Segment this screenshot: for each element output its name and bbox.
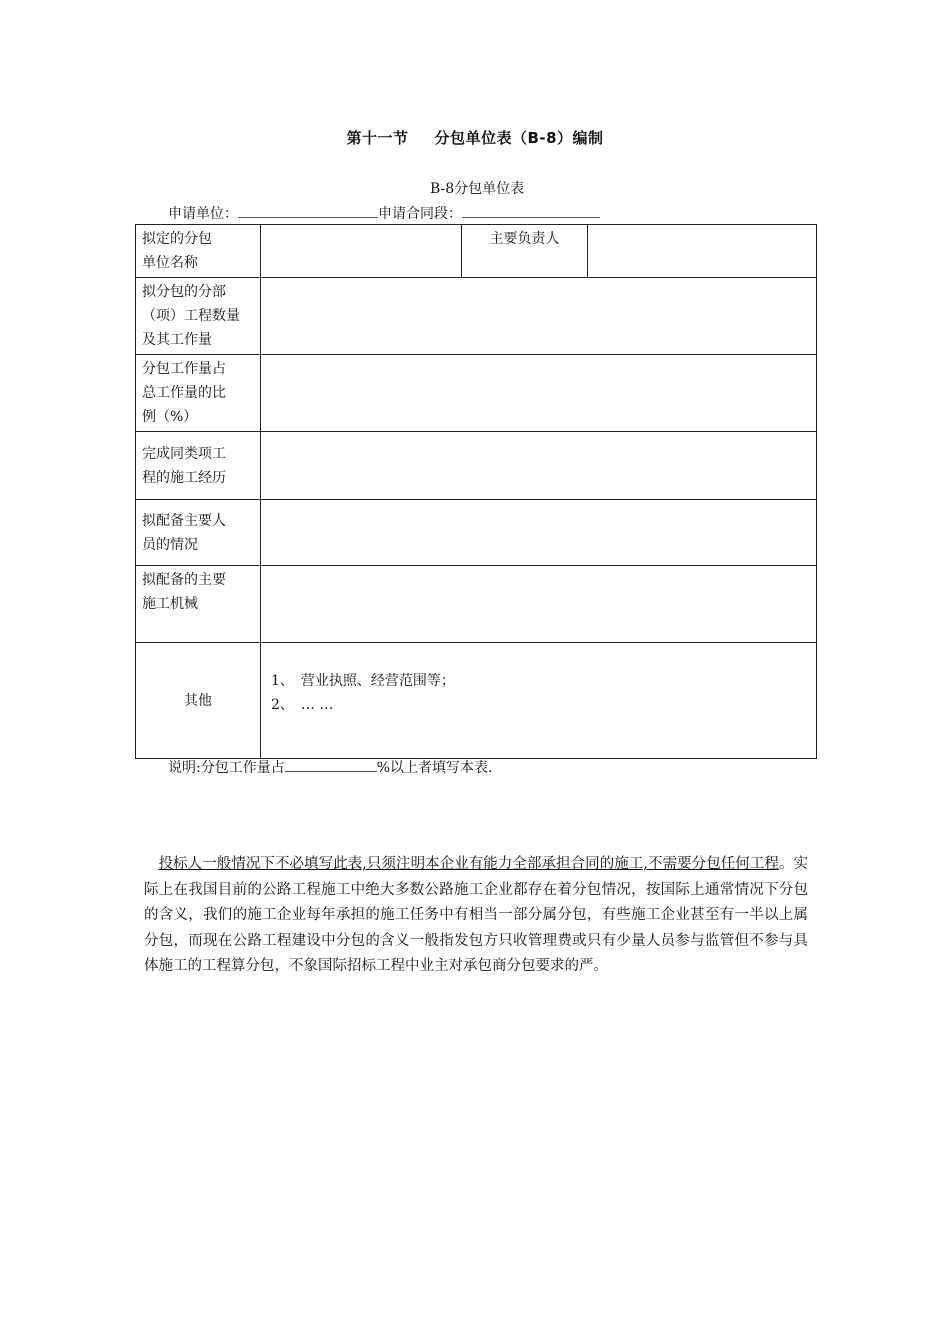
table-row	[136, 432, 817, 500]
label-line: 程的施工经历	[142, 469, 226, 486]
value-similar-experience[interactable]	[261, 432, 817, 500]
label-key-personnel	[136, 500, 261, 566]
value-construction-machinery[interactable]	[261, 566, 817, 643]
label-subcontract-works	[136, 278, 261, 355]
section-heading	[0, 127, 950, 148]
label-line: 拟配备的主要	[142, 572, 226, 588]
label-line: （项）工程数量	[142, 308, 240, 324]
list-item: 2、 … …	[271, 696, 334, 713]
table-title: B-8分包单位表	[430, 181, 525, 197]
list-item: 1、 营业执照、经营范围等；	[271, 672, 455, 689]
value-subcontractor-name[interactable]	[261, 225, 462, 278]
apply-section-blank[interactable]	[462, 207, 600, 218]
note-blank[interactable]	[285, 761, 377, 772]
apply-section-label: 申请合同段：	[378, 206, 462, 222]
label-line: 单位名称	[142, 255, 198, 271]
value-workload-ratio[interactable]	[261, 355, 817, 432]
label-similar-experience	[136, 432, 261, 500]
label-line: 拟分包的分部	[142, 284, 226, 300]
label-line: 完成同类项工	[142, 445, 226, 462]
section-title: 分包单位表（B-8）编制	[434, 129, 604, 147]
table-row	[136, 355, 817, 432]
label-line: 总工作量的比	[142, 385, 226, 401]
paragraph-underlined: 投标人一般情况下不必填写此表,只须注明本企业有能力全部承担合同的施工,不需要分包任何工程	[158, 856, 779, 872]
paragraph-rest: 。实际上在我国目前的公路工程施工中绝大多数公路施工企业都存在着分包情况，按国际上通常情况下分包的含义，我们的施工企业每年承担的施工任务中有相当一部分属分包，有些施工企业甚至有一半以上属分包，而现在公路工程建设中分包的含义一般指发包方只收管理费或只有少量人员参与监管但不参与具体施工的工程算分包，不象国际招标工程中业主对承包商分包要求的严。	[144, 856, 809, 974]
label-workload-ratio	[136, 355, 261, 432]
note-suffix: %以上者填写本表.	[376, 760, 493, 776]
value-subcontract-works[interactable]	[261, 278, 817, 355]
apply-line	[168, 203, 600, 223]
value-key-personnel[interactable]	[261, 500, 817, 566]
label-line: 员的情况	[142, 536, 198, 553]
subcontractor-table	[135, 224, 817, 759]
table-note	[168, 757, 492, 777]
table-row	[136, 225, 817, 278]
section-number: 第十一节	[346, 129, 409, 147]
label-line: 及其工作量	[142, 332, 212, 348]
label-line: 拟配备主要人	[142, 512, 226, 529]
explanation-paragraph	[144, 852, 808, 980]
label-construction-machinery	[136, 566, 261, 643]
table-row	[136, 500, 817, 566]
apply-unit-label: 申请单位：	[168, 206, 238, 222]
label-line: 施工机械	[142, 596, 198, 612]
label-line: 分包工作量占	[142, 361, 226, 377]
table-row	[136, 643, 817, 759]
label-contact-person: 主要负责人	[462, 225, 588, 278]
value-other[interactable]	[261, 643, 817, 759]
label-line: 拟定的分包	[142, 231, 212, 247]
table-row	[136, 278, 817, 355]
table-row	[136, 566, 817, 643]
label-line: 例（%）	[142, 409, 198, 425]
value-contact-person[interactable]	[588, 225, 817, 278]
label-other: 其他	[136, 643, 261, 759]
note-prefix: 说明:分包工作量占	[168, 760, 285, 776]
label-subcontractor-name	[136, 225, 261, 278]
apply-unit-blank[interactable]	[238, 207, 378, 218]
